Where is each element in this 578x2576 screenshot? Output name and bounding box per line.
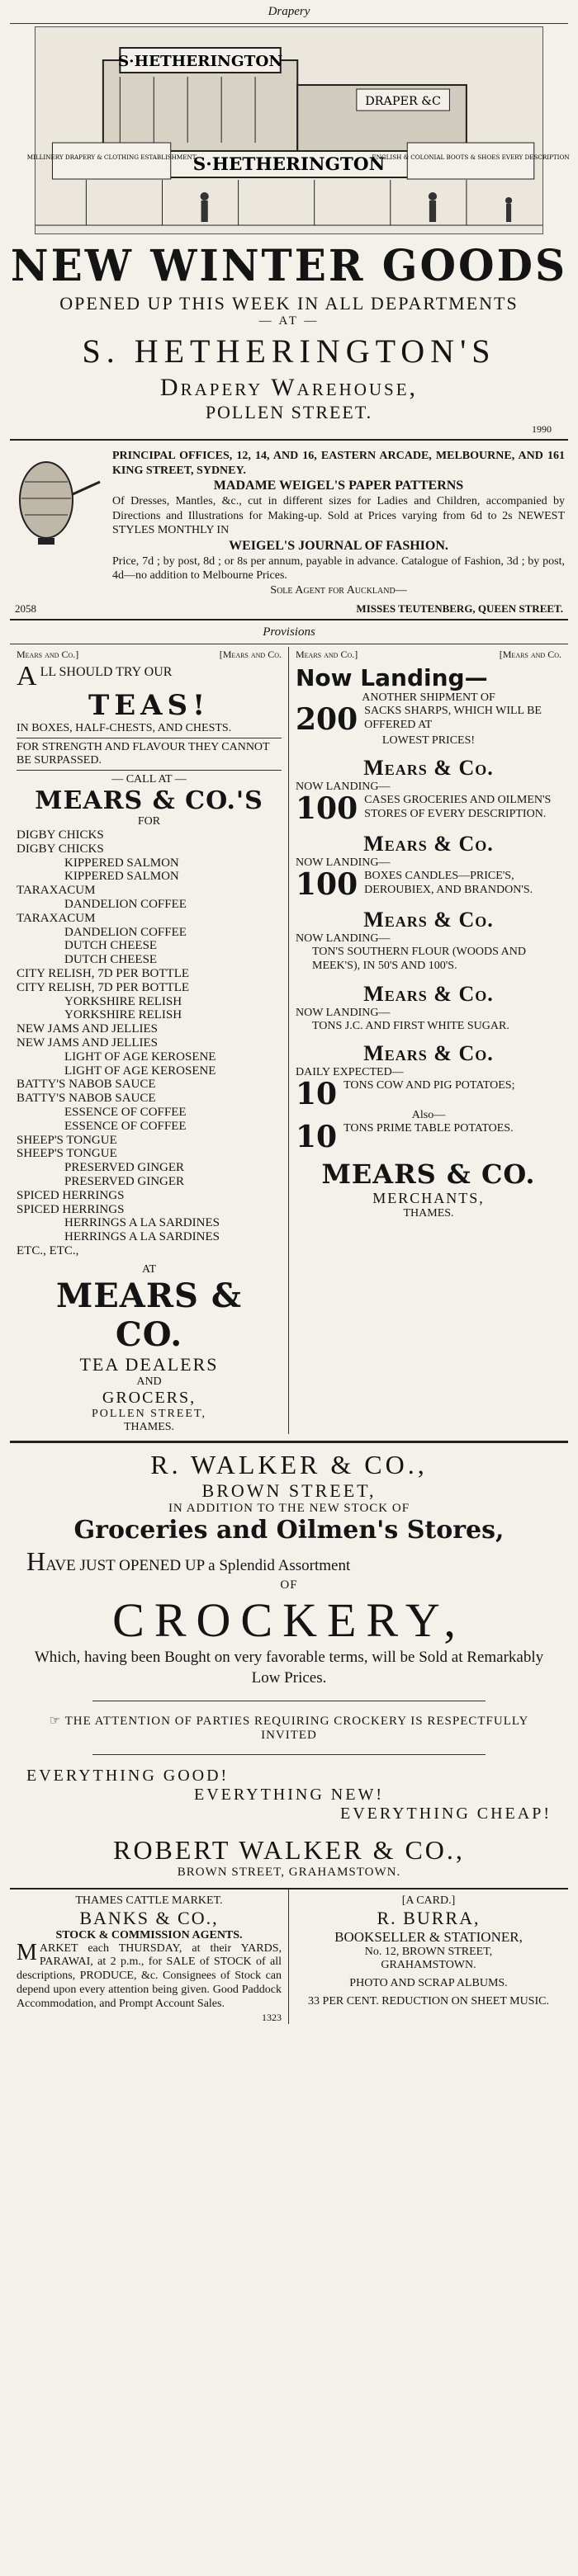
list-item: DUTCH CHEESE	[64, 953, 158, 967]
landing-text: CASES GROCERIES AND OILMEN'S STORES OF EVERY DESCRIPTION.	[364, 794, 552, 820]
mears-footer: MEARS & CO.	[56, 1276, 242, 1354]
list-item: CITY RELISH, 7D PER BOTTLE	[17, 966, 190, 980]
grocers: GROCERS,	[102, 1388, 197, 1407]
list-item: HERRINGS A LA SARDINES	[64, 1216, 220, 1230]
sharps-row	[296, 702, 561, 737]
weigel-offices: PRINCIPAL OFFICES, 12, 14, AND 16, EASTERN ARCADE, MELBOURNE, AND 161 KING STREET, SYDNEY.	[112, 450, 565, 477]
mears-name: Mears & Co.	[363, 832, 494, 856]
weigel-sole-agent: Sole Agent for Auckland—	[270, 583, 407, 597]
mears-name: Mears & Co.	[363, 756, 494, 780]
store-name: S. HETHERINGTON'S	[82, 333, 496, 370]
walker-ad	[10, 1446, 568, 1883]
quantity: 100	[296, 791, 358, 826]
column-header	[296, 649, 561, 661]
landing-block	[296, 982, 561, 1034]
addition-line: IN ADDITION TO THE NEW STOCK OF	[168, 1501, 410, 1515]
call-at: — CALL AT —	[111, 773, 187, 786]
everything-good: EVERYTHING GOOD!	[26, 1766, 230, 1785]
potato-text: TONS COW AND PIG POTATOES;	[343, 1079, 515, 1092]
banks-ad	[10, 1890, 289, 2024]
street-line: POLLEN STREET.	[205, 402, 373, 422]
at-line: — AT —	[258, 314, 320, 328]
header-left: Mears and Co.]	[296, 649, 358, 660]
burra-reduction: 33 PER CENT. REDUCTION ON SHEET MUSIC.	[308, 1994, 549, 2007]
card-line: [A CARD.]	[401, 1894, 456, 1907]
attention-text: THE ATTENTION OF PARTIES REQUIRING CROCKERY IS RESPECTFULLY INVITED	[64, 1714, 529, 1742]
have-text: AVE JUST OPENED UP a Splendid Assortment	[45, 1556, 351, 1574]
divider	[92, 1754, 486, 1755]
weigel-footer	[10, 602, 568, 616]
list-item: TARAXACUM	[17, 884, 96, 898]
ad-number: 1323	[262, 2011, 282, 2023]
list-item: DANDELION COFFEE	[64, 897, 187, 911]
table-potato-row	[296, 1120, 561, 1155]
list-item: CITY RELISH, 7D PER BOTTLE	[17, 980, 190, 994]
now-landing-line: NOW LANDING—	[296, 932, 391, 945]
table-potato-text: TONS PRIME TABLE POTATOES.	[343, 1122, 514, 1135]
divider	[10, 1441, 568, 1443]
walker-address: BROWN STREET, GRAHAMSTOWN.	[177, 1865, 401, 1879]
list-item: NEW JAMS AND JELLIES	[17, 1036, 158, 1050]
now-landing-line: NOW LANDING—	[296, 781, 391, 793]
landing-blocks	[296, 756, 561, 1033]
sign-top: S·HETHERINGTON	[117, 53, 283, 70]
list-item: SPICED HERRINGS	[17, 1202, 125, 1216]
column-header	[17, 649, 282, 661]
burra-address: No. 12, BROWN STREET,	[364, 1945, 493, 1958]
list-item: SHEEP'S TONGUE	[17, 1133, 117, 1147]
banks-agents: STOCK & COMMISSION AGENTS.	[55, 1928, 243, 1941]
burra-trade: BOOKSELLER & STATIONER,	[334, 1928, 523, 1945]
weigel-text	[112, 449, 565, 597]
landing-row	[296, 946, 561, 974]
header-right: [Mears and Co.	[219, 649, 282, 660]
robert-walker: ROBERT WALKER & CO.,	[113, 1834, 465, 1865]
list-item: KIPPERED SALMON	[64, 870, 179, 884]
landing-text: BOXES CANDLES—PRICE'S, DEROUBIEX, AND BRANDON'S.	[364, 870, 533, 896]
banks-body-text: ARKET each THURSDAY, at their YARDS, PARAWAI, at 2 p.m., for SALE of STOCK of all descriptions, PRODUCE, &c. Consignees of Stock can depend upon every attention being given. Good Paddock Accommodation, and Prompt Account Sales.	[17, 1941, 282, 2010]
divider	[10, 439, 568, 441]
landing-text: TONS J.C. AND FIRST WHITE SUGAR.	[312, 1019, 509, 1032]
list-item: LIGHT OF AGE KEROSENE	[64, 1064, 216, 1078]
list-item: DANDELION COFFEE	[64, 925, 187, 939]
pointing-hand-icon: ☞	[49, 1714, 65, 1728]
weigel-price: Price, 7d ; by post, 8d ; or 8s per annum, payable in advance. Catalogue of Fashion, 3d ; by post, 4d—no addition to Melbourne Prices.	[112, 554, 565, 582]
also-line: Also—	[411, 1109, 446, 1122]
tea-dealers: TEA DEALERS	[79, 1353, 219, 1375]
have-line	[26, 1545, 552, 1579]
list-item: PRESERVED GINGER	[64, 1161, 185, 1175]
at-line: AT	[141, 1262, 157, 1276]
cattle-market: THAMES CATTLE MARKET.	[75, 1894, 223, 1907]
another-shipment: ANOTHER SHIPMENT OF	[362, 691, 495, 704]
teas-headline: TEAS!	[88, 689, 211, 722]
landing-block	[296, 908, 561, 974]
store-illustration	[26, 26, 570, 234]
quantity: 200	[296, 702, 358, 737]
list-item: NEW JAMS AND JELLIES	[17, 1022, 158, 1036]
item-list	[17, 828, 282, 1258]
chests-line: IN BOXES, HALF-CHESTS, AND CHESTS.	[17, 722, 232, 734]
now-landing-line: NOW LANDING—	[296, 1006, 391, 1019]
list-item: DUTCH CHEESE	[64, 939, 158, 953]
provisions-columns	[10, 647, 568, 1434]
landing-block	[296, 832, 561, 902]
drop-cap: M	[17, 1939, 37, 1965]
merchants: MERCHANTS,	[372, 1190, 485, 1207]
list-item: BATTY'S NABOB SAUCE	[17, 1092, 156, 1106]
list-item: DIGBY CHICKS	[17, 828, 104, 842]
mears-name: Mears & Co.	[363, 981, 494, 1006]
town: THAMES.	[123, 1420, 175, 1433]
mears-landing-ad	[289, 647, 568, 1434]
banks-name: BANKS & CO.,	[79, 1907, 219, 1928]
headline-new-winter-goods: NEW WINTER GOODS	[10, 239, 568, 291]
landing-row	[296, 791, 561, 826]
ad-number: 1990	[532, 423, 552, 435]
now-landing-line: NOW LANDING—	[296, 856, 391, 869]
list-item: ESSENCE OF COFFEE	[64, 1105, 187, 1119]
landing-row	[296, 1020, 561, 1034]
list-item: LIGHT OF AGE KEROSENE	[64, 1050, 216, 1064]
banks-body	[17, 1939, 282, 2012]
burra-town: GRAHAMSTOWN.	[381, 1958, 476, 1971]
list-item: SPICED HERRINGS	[17, 1188, 125, 1202]
crockery-headline: CROCKERY,	[112, 1593, 466, 1648]
header-left: Mears and Co.]	[17, 649, 79, 660]
quantity: 10	[296, 1120, 338, 1155]
storefront-engraving	[26, 27, 570, 234]
landing-text: TON'S SOUTHERN FLOUR (WOODS AND MEEK'S), IN 50'S AND 100'S.	[312, 946, 526, 972]
for-line: FOR	[137, 815, 161, 828]
weigel-patterns: MADAME WEIGEL'S PAPER PATTERNS	[213, 479, 464, 493]
mears-name: Mears & Co.	[363, 908, 494, 932]
list-item: TARAXACUM	[17, 911, 96, 925]
divider	[10, 23, 568, 24]
list-item: KIPPERED SALMON	[64, 856, 179, 870]
walker-street: BROWN STREET,	[201, 1479, 377, 1501]
list-item: ETC., ETC.,	[17, 1243, 79, 1257]
landing-block	[296, 756, 561, 826]
list-item: BATTY'S NABOB SAUCE	[17, 1078, 156, 1092]
mears-name: Mears & Co.	[363, 1041, 494, 1066]
and-line: AND	[136, 1375, 162, 1388]
lead-text: LL SHOULD TRY OUR	[40, 665, 173, 679]
groceries-headline: Groceries and Oilmen's Stores,	[73, 1515, 505, 1545]
ad-number: 2058	[15, 602, 36, 615]
flavour-line: FOR STRENGTH AND FLAVOUR THEY CANNOT BE SURPASSED.	[17, 741, 270, 767]
sign-drapery: DRAPER &C	[365, 95, 442, 108]
mears-name: MEARS & CO.'S	[35, 786, 263, 815]
sign-right: ENGLISH & COLONIAL BOOTS & SHOES EVERY DESCRIPTION	[372, 153, 570, 161]
now-landing-headline: Now Landing—	[296, 664, 488, 691]
potato-row	[296, 1077, 561, 1112]
list-item: DIGBY CHICKS	[17, 842, 104, 856]
section-header-drapery: Drapery	[268, 5, 310, 18]
daily-expected: DAILY EXPECTED—	[296, 1066, 404, 1079]
sharps-text: SACKS SHARPS, WHICH WILL BE OFFERED AT	[364, 705, 542, 731]
attention-line	[26, 1713, 552, 1743]
quantity: 100	[296, 867, 358, 902]
quantity: 10	[296, 1077, 338, 1112]
section-header-provisions: Provisions	[263, 625, 315, 639]
list-item: SHEEP'S TONGUE	[17, 1147, 117, 1161]
burra-albums: PHOTO AND SCRAP ALBUMS.	[349, 1976, 508, 1989]
burra-ad	[289, 1890, 568, 2024]
walker-body: Which, having been Bought on very favorable terms, will be Sold at Remarkably Low Prices.	[34, 1649, 544, 1687]
weigel-ad	[10, 444, 568, 602]
drop-cap: H	[26, 1545, 46, 1576]
landing-row	[296, 867, 561, 902]
of-line: OF	[280, 1578, 298, 1592]
warehouse-name: Drapery Warehouse,	[159, 374, 419, 401]
dress-form-icon	[13, 449, 104, 548]
drop-cap: A	[17, 661, 37, 691]
everything-cheap: EVERYTHING CHEAP!	[340, 1804, 552, 1823]
sign-main: S·HETHERINGTON	[192, 154, 386, 175]
mears-teas-ad	[10, 647, 289, 1434]
everything-new: EVERYTHING NEW!	[194, 1785, 384, 1804]
lowest-prices: LOWEST PRICES!	[381, 734, 476, 747]
opened-line: OPENED UP THIS WEEK IN ALL DEPARTMENTS	[59, 293, 519, 314]
walker-title: R. WALKER & CO.,	[150, 1449, 428, 1479]
town: THAMES.	[403, 1207, 454, 1220]
divider	[10, 619, 568, 620]
sign-left: MILLINERY DRAPERY & CLOTHING ESTABLISHMENT	[26, 153, 197, 161]
header-right: [Mears and Co.	[499, 649, 561, 660]
list-item: PRESERVED GINGER	[64, 1174, 185, 1188]
list-item: HERRINGS A LA SARDINES	[64, 1230, 220, 1244]
divider	[17, 770, 282, 771]
mears-footer: MEARS & CO.	[321, 1158, 536, 1191]
lead-line	[17, 661, 282, 691]
weigel-agent: MISSES TEUTENBERG, QUEEN STREET.	[356, 602, 563, 615]
bottom-ads	[10, 1888, 568, 2024]
street: POLLEN STREET,	[92, 1407, 206, 1420]
burra-name: R. BURRA,	[377, 1907, 481, 1928]
list-item: YORKSHIRE RELISH	[64, 994, 182, 1008]
weigel-desc: Of Dresses, Mantles, &c., cut in different sizes for Ladies and Children, accompanied by Directions and Illustrations for Making-up. Sold at Prices varying from 6d to 2s NEWEST STYLES MONTHLY IN	[112, 495, 565, 536]
list-item: YORKSHIRE RELISH	[64, 1008, 182, 1022]
list-item: ESSENCE OF COFFEE	[64, 1119, 187, 1133]
weigel-journal: WEIGEL'S JOURNAL OF FASHION.	[229, 538, 448, 553]
